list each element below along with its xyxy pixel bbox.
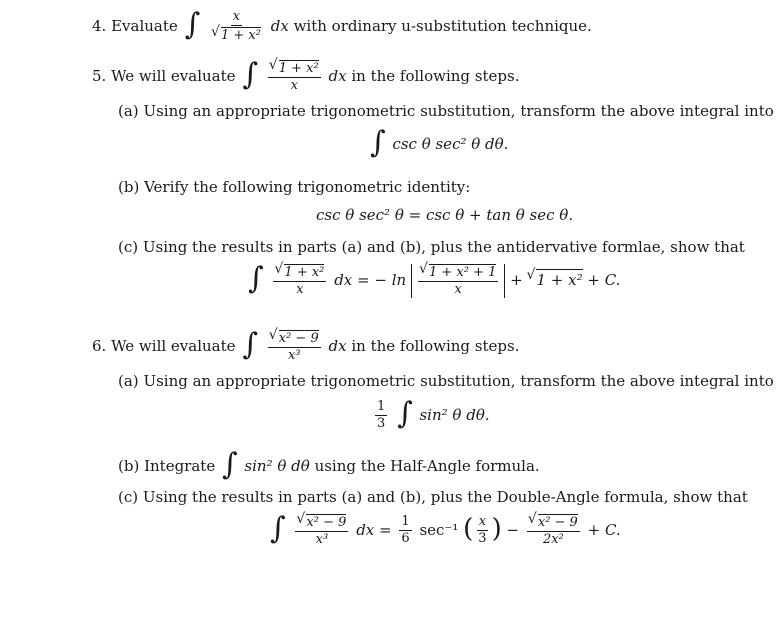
problem-4-number: 4. xyxy=(92,16,107,35)
integral-sign: ∫ xyxy=(242,326,258,362)
part-text: Using the results in parts (a) and (b), plus the Double-Angle formula, show that xyxy=(142,488,748,506)
problem-4-suffix: with ordinary u-substitution technique. xyxy=(293,16,592,35)
coefficient: $\frac{1}{3}$ xyxy=(377,399,386,432)
integral-sign: ∫ xyxy=(270,510,286,546)
part-label: (b) xyxy=(118,457,140,475)
problem-4-prefix: Evaluate xyxy=(111,16,178,35)
problem-6-suffix: in the following steps. xyxy=(351,336,520,355)
minus: − xyxy=(506,520,520,539)
problem-6-fraction: √ $\frac{\text{x² − 9}}{\text{x³}}$ xyxy=(268,330,321,364)
fraction: √ $\frac{\text{1 + x²}}{x}$ xyxy=(273,264,326,298)
part-text: Using the results in parts (a) and (b), plus the antidervative formlae, show that xyxy=(142,238,745,256)
integral-sign: ∫ xyxy=(242,56,258,92)
formula: sin² θ dθ xyxy=(244,457,310,475)
part-label: (b) xyxy=(118,178,140,196)
left-paren: ( xyxy=(463,513,474,544)
integral-sign: ∫ xyxy=(370,125,386,160)
problem-5-suffix: in the following steps. xyxy=(351,66,520,85)
part-label: (a) xyxy=(118,372,139,390)
problem-5a xyxy=(118,102,774,120)
dx: dx xyxy=(270,16,289,35)
fraction: $\frac{x}{3}$ xyxy=(478,514,487,547)
problem-6b xyxy=(118,447,540,482)
integral-sign: ∫ xyxy=(222,447,238,482)
problem-5b xyxy=(118,178,470,196)
coefficient: $\frac{1}{6}$ xyxy=(401,514,410,547)
radicand: 1 + x² xyxy=(536,270,583,289)
problem-5b-formula xyxy=(316,206,573,224)
formula-mid: dx = − ln xyxy=(334,270,407,289)
part-label: (c) xyxy=(118,488,139,506)
formula: sin² θ dθ. xyxy=(419,405,490,424)
problem-6-number: 6. xyxy=(92,336,107,355)
problem-6a-formula xyxy=(372,395,490,432)
absolute-value xyxy=(411,264,505,298)
formula: csc θ sec² θ dθ. xyxy=(392,135,509,153)
integral-sign: ∫ xyxy=(184,6,201,42)
fraction: √ $\frac{\text{x² − 9}}{\text{2x²}}$ xyxy=(527,514,580,548)
part-text: using the Half-Angle formula. xyxy=(314,457,540,475)
plus: + xyxy=(510,270,523,289)
problem-5-fraction: √ $\frac{\text{1 + x²}}{x}$ xyxy=(268,60,321,94)
dx: dx xyxy=(328,66,347,85)
formula-mid: dx = xyxy=(356,520,392,539)
problem-5-number: 5. xyxy=(92,66,107,85)
formula-end: + C. xyxy=(587,520,621,539)
problem-6c xyxy=(118,488,748,506)
formula-end: + C. xyxy=(587,270,621,289)
part-text: Using an appropriate trigonometric substitution, transform the above integral into xyxy=(143,372,774,390)
part-text: Integrate xyxy=(144,457,216,475)
part-label: (a) xyxy=(118,102,139,120)
problem-6a xyxy=(118,372,774,390)
integral-sign: ∫ xyxy=(397,395,413,431)
part-label: (c) xyxy=(118,238,139,256)
problem-6-prefix: We will evaluate xyxy=(111,336,236,355)
integral-sign: ∫ xyxy=(248,260,264,296)
fraction: √ $\frac{\text{1 + x² + 1}}{x}$ xyxy=(418,264,498,298)
formula: csc θ sec² θ = csc θ + tan θ sec θ. xyxy=(316,206,574,224)
sec-inverse: sec⁻¹ xyxy=(419,520,459,539)
problem-5 xyxy=(92,56,520,94)
problem-4-fraction: x √ 1 + x² xyxy=(210,10,263,44)
right-paren: ) xyxy=(491,513,502,544)
problem-5c xyxy=(118,238,745,256)
problem-4 xyxy=(92,6,592,44)
dx: dx xyxy=(328,336,347,355)
fraction: √ $\frac{\text{x² − 9}}{\text{x³}}$ xyxy=(295,514,348,548)
problem-6c-formula xyxy=(268,510,621,548)
problem-5-prefix: We will evaluate xyxy=(111,66,236,85)
problem-5a-formula xyxy=(368,125,509,160)
part-text: Verify the following trigonometric identity: xyxy=(144,178,471,196)
problem-5c-formula xyxy=(246,260,621,298)
problem-6 xyxy=(92,326,520,364)
part-text: Using an appropriate trigonometric substitution, transform the above integral into xyxy=(143,102,774,120)
